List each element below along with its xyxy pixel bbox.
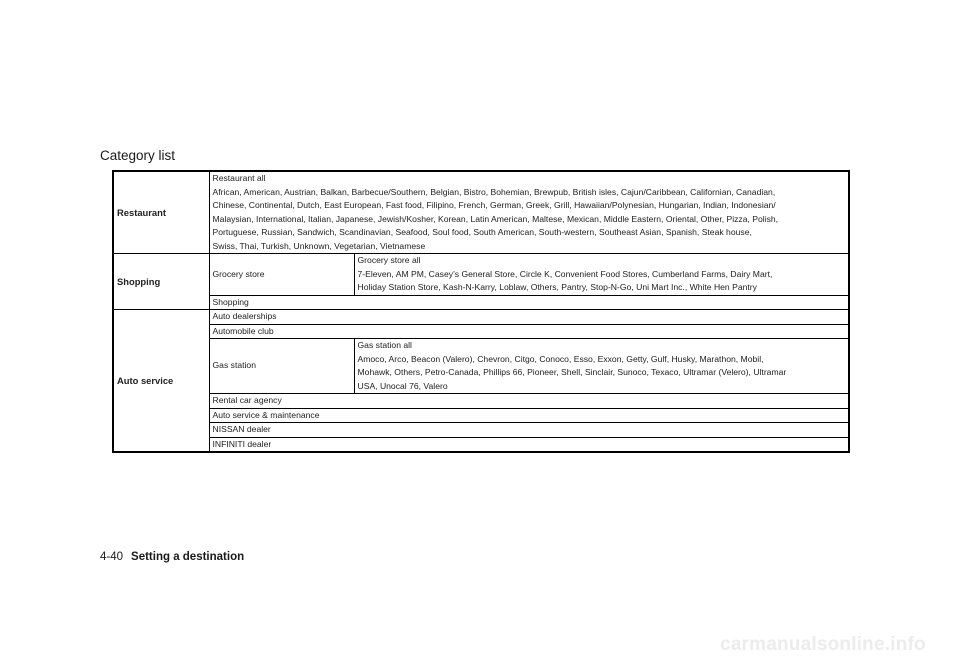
table-row	[113, 394, 849, 409]
table-row	[113, 254, 849, 296]
subcategory-rental-car-agency: Rental car agency	[209, 394, 849, 409]
list-item: Mohawk, Others, Petro-Canada, Phillips 66, Pioneer, Shell, Sinclair, Sunoco, Texaco, Ultramar (Velero), Ultramar	[357, 367, 787, 377]
list-item: Grocery store all	[357, 255, 421, 265]
table-row	[113, 171, 849, 254]
subcategory-gas-station: Gas station	[209, 339, 354, 394]
gas-station-brands	[354, 339, 849, 394]
table-row	[113, 295, 849, 310]
table-row	[113, 324, 849, 339]
table-row	[113, 310, 849, 325]
list-item: USA, Unocal 76, Valero	[357, 380, 448, 391]
table-row	[113, 339, 849, 394]
subcategory-auto-service-maintenance: Auto service & maintenance	[209, 408, 849, 423]
table-row	[113, 423, 849, 438]
category-table	[112, 170, 850, 453]
restaurant-subcategories	[209, 171, 849, 254]
subcategory-grocery-store: Grocery store	[209, 254, 354, 296]
page-footer	[100, 551, 244, 563]
list-item: Restaurant all	[212, 173, 266, 183]
table-row	[113, 408, 849, 423]
list-item: Chinese, Continental, Dutch, East European, Fast food, Filipino, French, German, Greek, Grill, Hawaiian/Polynesian, Hungarian, Indian, Indonesian/	[212, 200, 776, 210]
grocery-store-brands	[354, 254, 849, 296]
category-shopping: Shopping	[113, 254, 209, 310]
list-item: African, American, Austrian, Balkan, Barbecue/Southern, Belgian, Bistro, Bohemian, Brewpub, British isles, Cajun/Caribbean, Californian, Canadian,	[212, 186, 776, 197]
footer-section-title: Setting a destination	[131, 551, 245, 563]
subcategory-infiniti-dealer: INFINITI dealer	[209, 437, 849, 452]
category-auto-service: Auto service	[113, 310, 209, 453]
list-item: Portuguese, Russian, Sandwich, Scandinavian, Seafood, Soul food, South American, South-western, Southeast Asian, Spanish, Steak house,	[212, 227, 752, 237]
subcategory-nissan-dealer: NISSAN dealer	[209, 423, 849, 438]
page-number: 4-40	[100, 551, 124, 563]
list-item: Gas station all	[357, 340, 412, 350]
subcategory-auto-dealerships: Auto dealerships	[209, 310, 849, 325]
subcategory-shopping: Shopping	[209, 295, 849, 310]
table-row	[113, 437, 849, 452]
list-item: Malaysian, International, Italian, Japanese, Jewish/Kosher, Korean, Latin American, Maltese, Mexican, Middle Eastern, Oriental, Other, Pizza, Polish,	[212, 213, 779, 224]
page-title: Category list	[100, 148, 176, 163]
subcategory-automobile-club: Automobile club	[209, 324, 849, 339]
list-item: Holiday Station Store, Kash-N-Karry, Loblaw, Others, Pantry, Stop-N-Go, Uni Mart Inc., White Hen Pantry	[357, 282, 757, 292]
watermark: carmanualsonline.info	[720, 634, 926, 655]
category-restaurant: Restaurant	[113, 171, 209, 254]
list-item: Swiss, Thai, Turkish, Unknown, Vegetarian, Vietnamese	[212, 240, 426, 251]
list-item: 7-Eleven, AM PM, Casey’s General Store, Circle K, Convenient Food Stores, Cumberland Farms, Dairy Mart,	[357, 268, 773, 279]
list-item: Amoco, Arco, Beacon (Valero), Chevron, Citgo, Conoco, Esso, Exxon, Getty, Gulf, Husky, Marathon, Mobil,	[357, 353, 764, 364]
